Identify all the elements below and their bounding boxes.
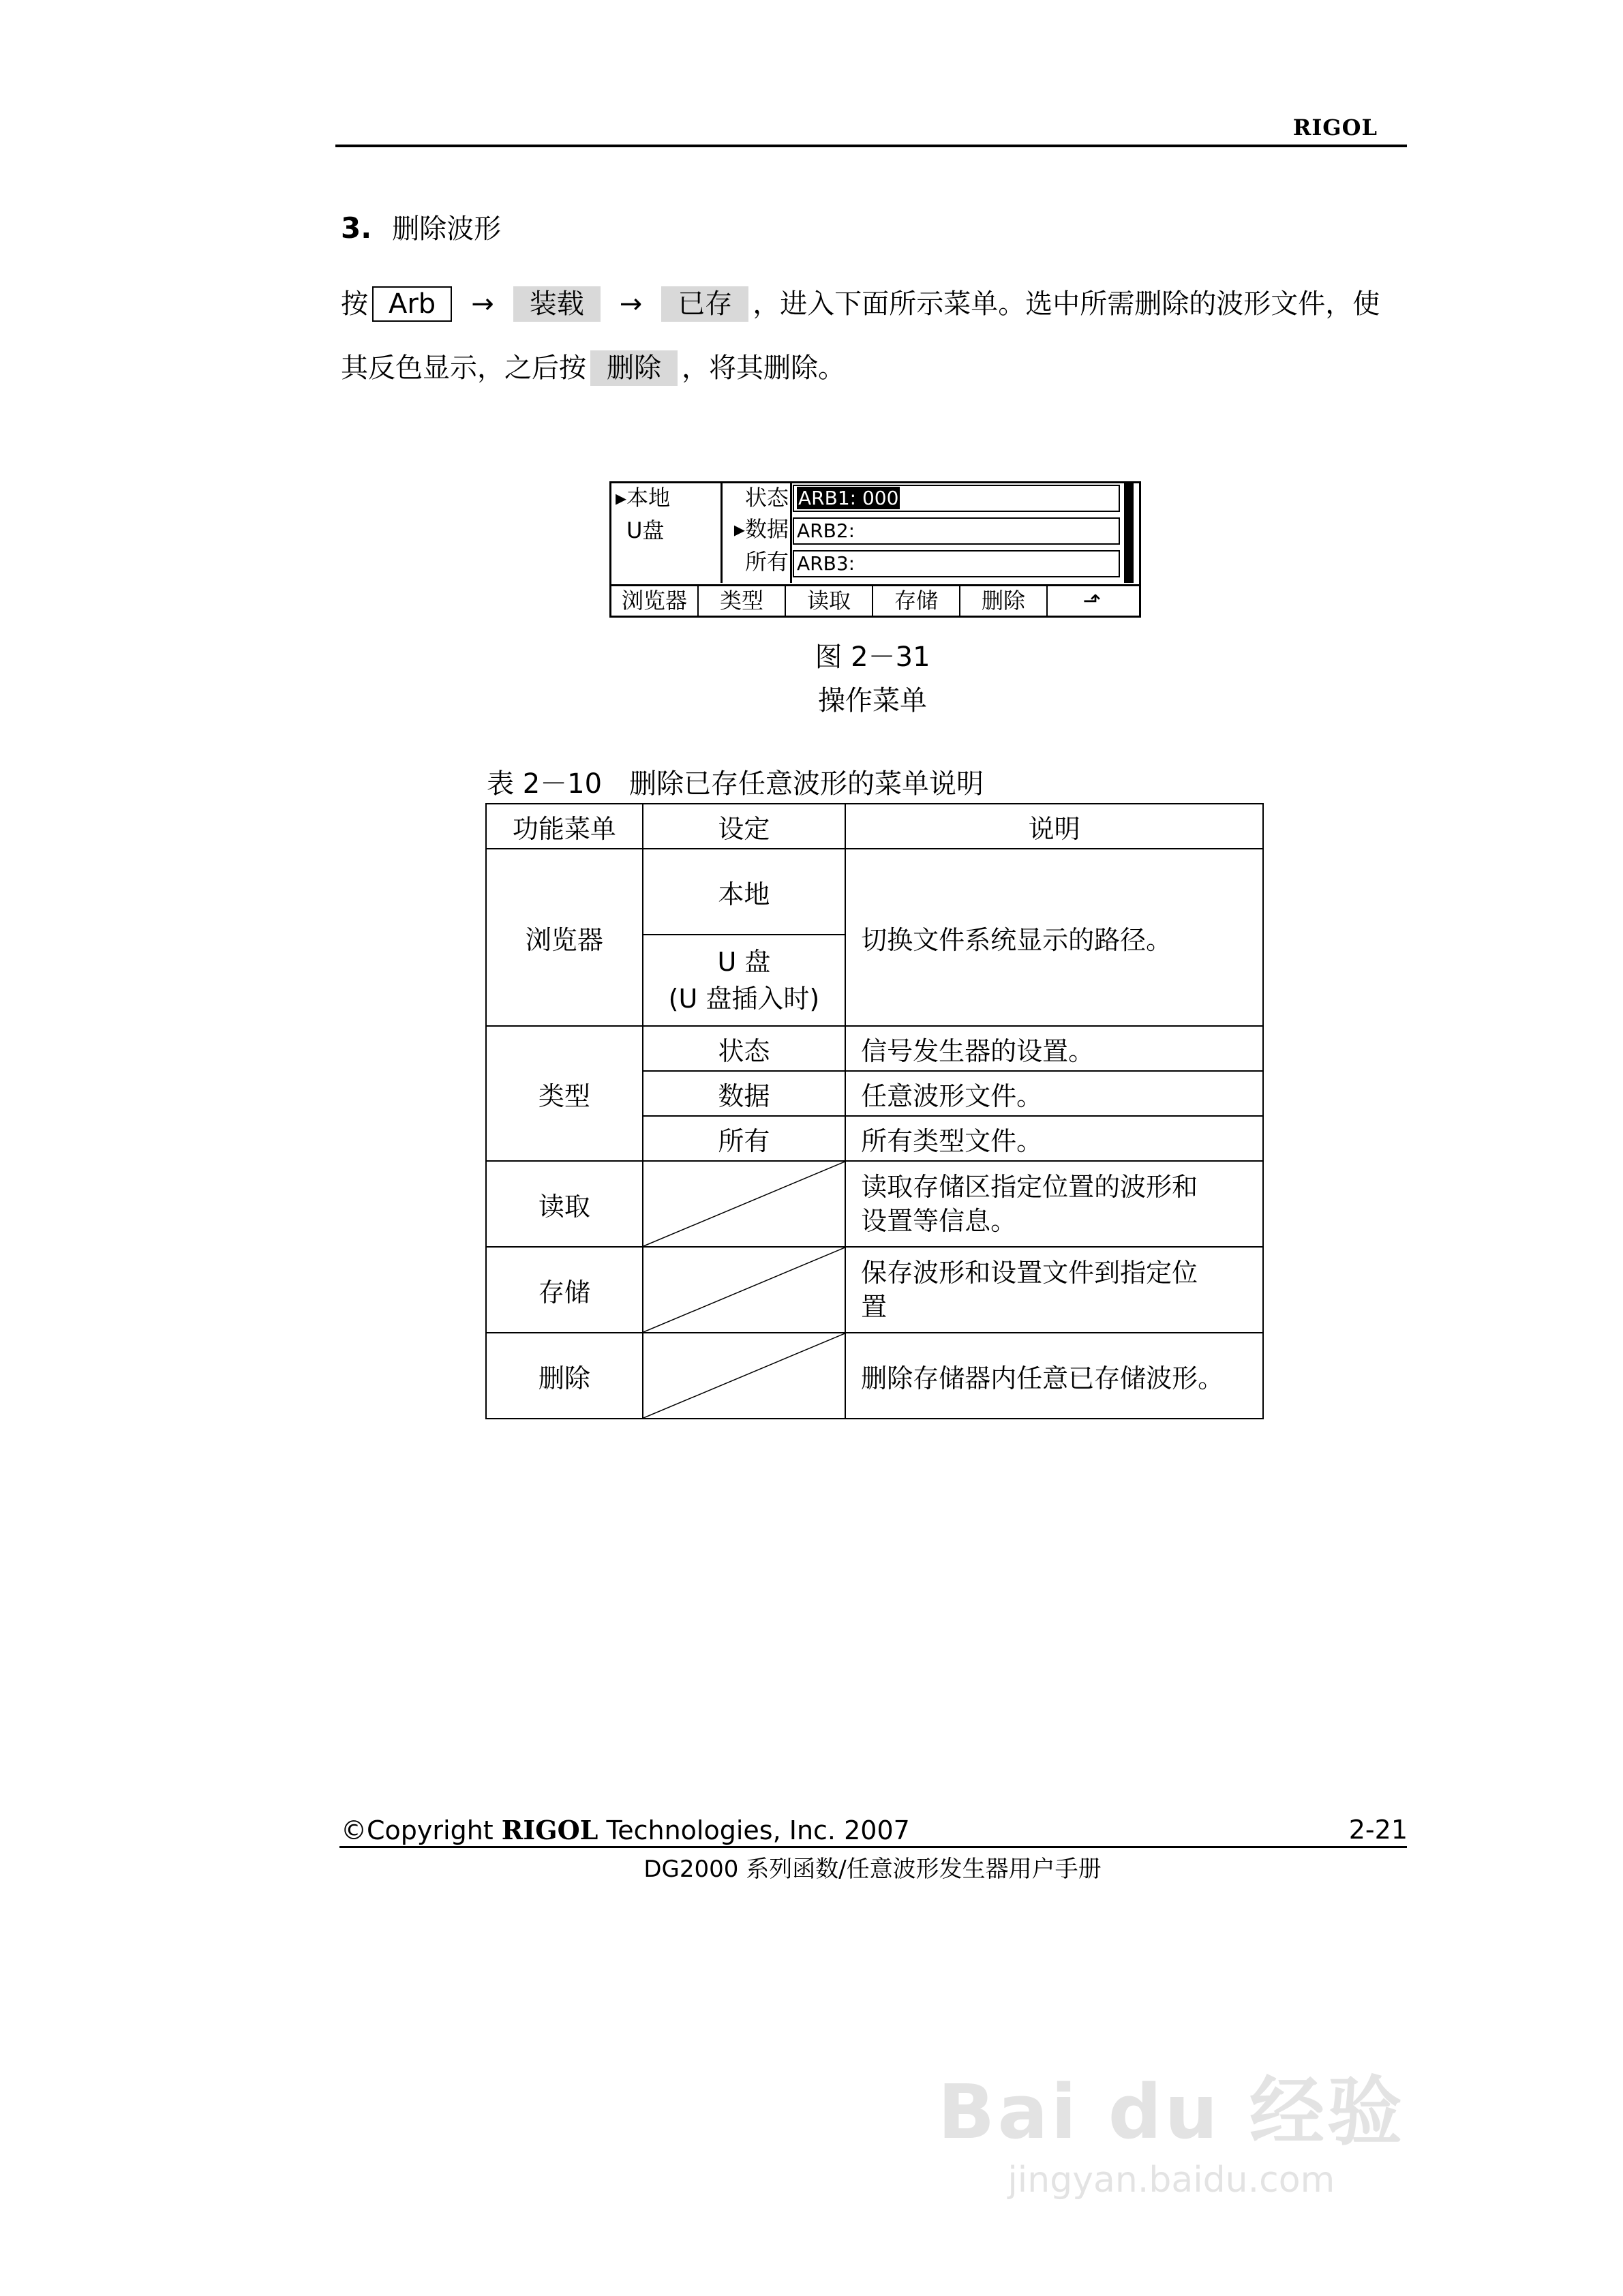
- type-label-status: 状态: [744, 485, 789, 511]
- return-icon: ⬏: [1082, 588, 1102, 614]
- table-row: [486, 1161, 1263, 1247]
- file-row: [793, 550, 1120, 577]
- arrow-icon: →: [619, 288, 643, 320]
- instruction-text: ，将其删除。: [682, 352, 845, 384]
- description: [845, 1161, 1263, 1247]
- section-heading: [341, 207, 501, 246]
- section-title: 删除波形: [392, 213, 502, 245]
- delete-softkey-ref: 删除: [590, 350, 678, 386]
- file-name: ARB2:: [797, 519, 855, 542]
- table-row: [486, 1247, 1263, 1333]
- diagonal-slash: [643, 1248, 845, 1332]
- scrollbar: [1124, 483, 1134, 583]
- description: 切换文件系统显示的路径。: [845, 849, 1263, 1026]
- diagonal-slash: [643, 1162, 845, 1246]
- copyright-text: Technologies, Inc. 2007: [598, 1815, 910, 1845]
- section-number: 3.: [341, 211, 372, 245]
- location-usb: U盘: [626, 517, 665, 543]
- setting: 所有: [643, 1116, 846, 1161]
- table-header-row: [486, 804, 1263, 849]
- table-header: 说明: [845, 804, 1263, 849]
- setting: [643, 935, 846, 1026]
- type-label-all: 所有: [744, 549, 789, 575]
- figure-number: 图 2－31: [815, 641, 930, 673]
- table-header: 功能菜单: [486, 804, 643, 849]
- menu-description-table: [485, 803, 1264, 1419]
- page-number: 2-21: [1348, 1815, 1408, 1845]
- instruction-text: 按: [341, 288, 368, 320]
- setting-line: (U 盘插入时): [668, 984, 820, 1014]
- description-line: 读取存储区指定位置的波形和: [861, 1172, 1198, 1202]
- copyright-text: ©Copyright: [341, 1815, 502, 1845]
- header-brand: RIGOL: [1292, 115, 1378, 140]
- softkey-bar: [611, 584, 1139, 618]
- description: 所有类型文件。: [845, 1116, 1263, 1161]
- screen-divider: [790, 483, 792, 583]
- menu-name: 读取: [486, 1161, 643, 1247]
- file-name-selected: ARB1: 000: [798, 487, 899, 509]
- menu-name: 删除: [486, 1333, 643, 1419]
- softkey-delete: 删除: [960, 586, 1048, 616]
- softkey-store: 存储: [873, 586, 960, 616]
- description-line: 置: [861, 1292, 888, 1322]
- setting: 状态: [643, 1026, 846, 1071]
- load-softkey-ref: 装载: [513, 286, 601, 322]
- empty-setting-cell: [643, 1247, 846, 1333]
- table-caption: 表 2－10 删除已存任意波形的菜单说明: [487, 768, 984, 800]
- description: 删除存储器内任意已存储波形。: [845, 1333, 1263, 1419]
- file-name: ARB3:: [797, 552, 855, 575]
- watermark-url: jingyan.baidu.com: [1007, 2160, 1335, 2201]
- softkey-read: 读取: [786, 586, 873, 616]
- diagonal-slash: [643, 1333, 845, 1418]
- manual-title: DG2000 系列函数/任意波形发生器用户手册: [643, 1856, 1102, 1883]
- location-local: ▸本地: [616, 485, 671, 511]
- device-screen: [609, 481, 1141, 618]
- arb-key: Arb: [372, 286, 452, 322]
- instruction-line-2: [341, 350, 1418, 386]
- baidu-watermark: [938, 2052, 1405, 2201]
- instruction-text: ，进入下面所示菜单。选中所需删除的波形文件，使: [753, 288, 1380, 320]
- stored-softkey-ref: 已存: [661, 286, 748, 322]
- description-line: 设置等信息。: [861, 1206, 1017, 1236]
- description: 信号发生器的设置。: [845, 1026, 1263, 1071]
- table-row: [486, 1333, 1263, 1419]
- footer-copyright: [341, 1815, 910, 1845]
- table-header: 设定: [643, 804, 846, 849]
- type-label-data: ▸数据: [733, 516, 789, 542]
- copyright-brand: RIGOL: [501, 1815, 598, 1845]
- header-rule: [335, 145, 1407, 147]
- softkey-type: 类型: [699, 586, 786, 616]
- softkey-browser: 浏览器: [611, 586, 699, 616]
- menu-name: 存储: [486, 1247, 643, 1333]
- instruction-text: 其反色显示，之后按: [341, 352, 586, 384]
- table-row: [486, 849, 1263, 935]
- description: [845, 1247, 1263, 1333]
- description: 任意波形文件。: [845, 1071, 1263, 1116]
- empty-setting-cell: [643, 1161, 846, 1247]
- instruction-line-1: [341, 286, 1418, 322]
- table-row: [486, 1026, 1263, 1071]
- description-line: 保存波形和设置文件到指定位: [861, 1258, 1198, 1288]
- footer-rule: [339, 1846, 1407, 1848]
- menu-name: 浏览器: [486, 849, 643, 1026]
- file-row: [793, 517, 1120, 545]
- menu-name: 类型: [486, 1026, 643, 1161]
- setting: 本地: [643, 849, 846, 935]
- figure-caption: 操作菜单: [818, 685, 927, 716]
- setting: 数据: [643, 1071, 846, 1116]
- file-row: [793, 485, 1120, 512]
- empty-setting-cell: [643, 1333, 846, 1419]
- setting-line: U 盘: [717, 947, 771, 977]
- arrow-icon: →: [471, 288, 494, 320]
- watermark-logo: Bai du 经验: [937, 2068, 1405, 2156]
